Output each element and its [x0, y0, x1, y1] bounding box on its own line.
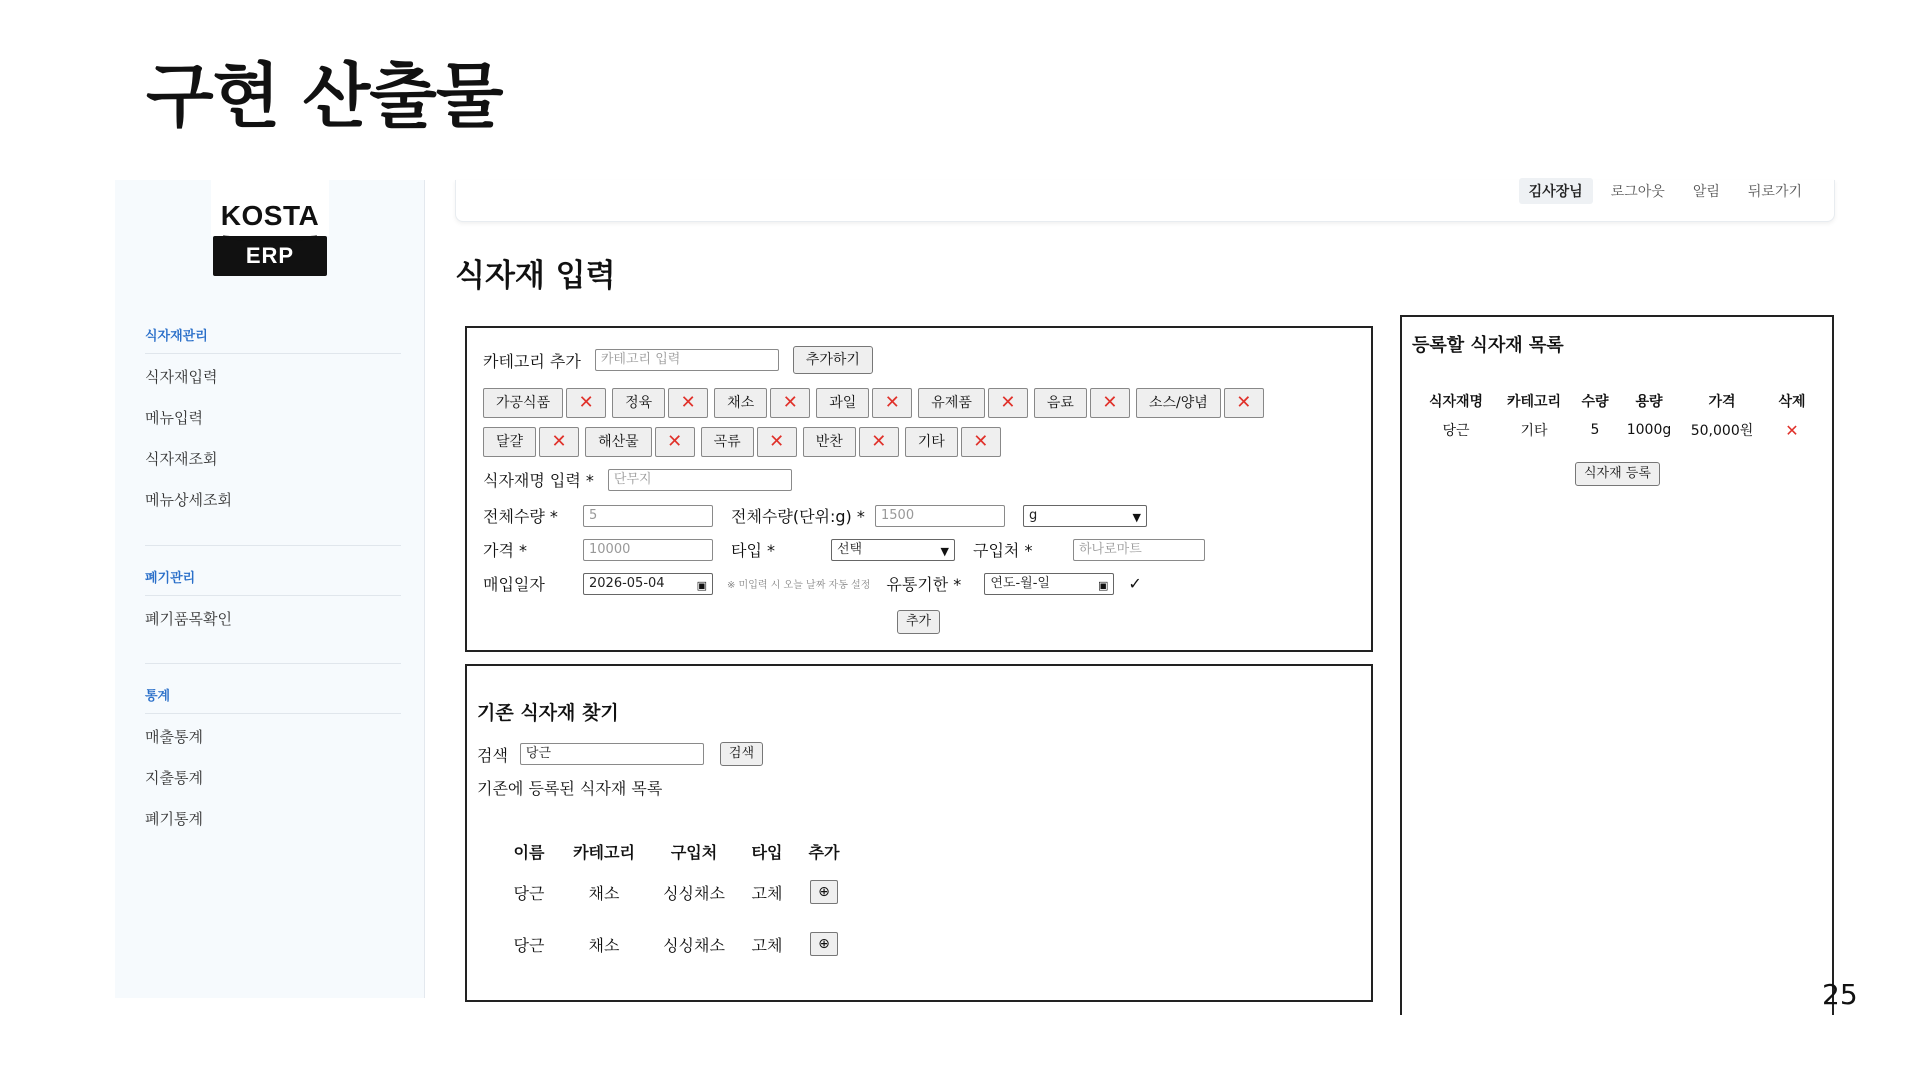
category-chip-label[interactable]: 달걀 [483, 427, 536, 457]
supplier-input[interactable]: 하나로마트 [1073, 539, 1205, 561]
category-chip [701, 427, 797, 457]
cell-category: 기타 [1520, 423, 1548, 439]
sidebar-item-disposal-check[interactable]: 폐기품목확인 [145, 610, 232, 628]
expiry-date-input[interactable] [984, 573, 1114, 595]
add-ingredient-button[interactable]: 추가 [897, 610, 940, 634]
header-nav [1519, 180, 1812, 202]
close-icon[interactable]: ✕ [1224, 388, 1264, 418]
table-row [1416, 415, 1820, 445]
close-icon[interactable]: ✕ [668, 388, 708, 418]
ingredient-name-input[interactable]: 단무지 [608, 469, 792, 491]
existing-list-subtitle: 기존에 등록된 식자재 목록 [477, 779, 663, 798]
cell-name: 당근 [513, 883, 545, 903]
close-icon[interactable]: ✕ [566, 388, 606, 418]
sidebar-item-menu-input[interactable]: 메뉴입력 [145, 409, 203, 427]
purchase-date-input[interactable] [583, 573, 713, 595]
category-chip-label[interactable]: 곡류 [701, 427, 754, 457]
calendar-icon: ▣ [1097, 578, 1109, 592]
sidebar-item-disposal-stats[interactable]: 폐기통계 [145, 810, 203, 828]
total-qty-label: 전체수량 * [483, 507, 558, 526]
page-number: 25 [1822, 978, 1858, 1011]
col-category: 카테고리 [573, 842, 635, 862]
close-icon[interactable]: ✕ [859, 427, 899, 457]
total-qty-unit-input[interactable]: 1500 [875, 505, 1005, 527]
close-icon[interactable]: ✕ [655, 427, 695, 457]
category-chip [803, 427, 899, 457]
col-delete: 삭제 [1778, 394, 1806, 410]
sidebar-section-stats [145, 685, 401, 849]
sidebar-item-ingredient-search[interactable]: 식자재조회 [145, 450, 218, 468]
price-label: 가격 * [483, 541, 527, 560]
sidebar [115, 180, 425, 998]
category-chip [905, 427, 1001, 457]
table-header-row [501, 836, 851, 866]
notification-link[interactable]: 알림 [1692, 184, 1720, 200]
category-chip [585, 427, 695, 457]
purchase-date-value: 2026-05-04 [589, 575, 665, 591]
check-icon: ✓ [1128, 574, 1142, 593]
category-chip-row [483, 388, 1264, 418]
category-add-label: 카테고리 추가 [483, 351, 581, 371]
user-name-badge[interactable]: 김사장님 [1519, 178, 1593, 204]
ingredient-input-panel [465, 326, 1373, 652]
category-chip [483, 427, 579, 457]
col-ingredient-name: 식자재명 [1428, 394, 1484, 410]
col-volume: 용량 [1635, 394, 1663, 410]
page-title: 식자재 입력 [455, 258, 616, 294]
top-header [455, 180, 1835, 222]
category-chip [483, 388, 606, 418]
unit-select-value: g [1029, 507, 1038, 523]
sidebar-item-ingredient-input[interactable]: 식자재입력 [145, 368, 218, 386]
expiry-date-value: 연도-월-일 [990, 575, 1050, 591]
category-chip-label[interactable]: 과일 [816, 388, 869, 418]
cell-qty: 5 [1590, 422, 1600, 438]
back-link[interactable]: 뒤로가기 [1747, 184, 1802, 200]
existing-ingredient-search-panel [465, 664, 1373, 1002]
register-list-title: 등록할 식자재 목록 [1412, 335, 1564, 356]
sidebar-heading: 통계 [145, 685, 401, 714]
category-chip-label[interactable]: 기타 [905, 427, 958, 457]
supplier-label: 구입처 * [973, 541, 1033, 560]
close-icon[interactable]: ✕ [872, 388, 912, 418]
register-ingredient-button[interactable]: 식자재 등록 [1575, 462, 1660, 486]
cell-price: 50,000원 [1690, 423, 1754, 439]
table-row [501, 918, 851, 970]
type-select[interactable] [831, 539, 955, 561]
sidebar-item-expense-stats[interactable]: 지출통계 [145, 769, 203, 787]
total-qty-unit-label: 전체수량(단위:g) * [731, 507, 865, 526]
cell-supplier: 싱싱채소 [663, 883, 725, 903]
close-icon[interactable]: ✕ [988, 388, 1028, 418]
category-chip-label[interactable]: 음료 [1034, 388, 1087, 418]
table-row [501, 866, 851, 918]
cell-type: 고체 [751, 883, 783, 903]
col-add: 추가 [808, 842, 840, 862]
cell-category: 채소 [588, 883, 620, 903]
close-icon[interactable]: ✕ [757, 427, 797, 457]
col-price: 가격 [1708, 394, 1736, 410]
search-input[interactable]: 당근 [520, 743, 704, 765]
category-add-button[interactable]: 추가하기 [793, 346, 873, 374]
sidebar-section-disposal [145, 567, 401, 649]
close-icon[interactable]: ✕ [961, 427, 1001, 457]
category-chip-label[interactable]: 소스/양념 [1136, 388, 1221, 418]
kosta-erp-logo[interactable] [211, 180, 329, 294]
chevron-down-icon: ▼ [940, 544, 949, 558]
category-chip-label[interactable]: 유제품 [918, 388, 985, 418]
logo-text-kosta: KOSTA [220, 200, 320, 231]
chevron-down-icon: ▼ [1132, 510, 1141, 524]
register-list-table [1416, 387, 1820, 445]
calendar-icon: ▣ [696, 578, 707, 592]
category-input[interactable]: 카테고리 입력 [595, 349, 779, 371]
sidebar-divider [145, 663, 401, 664]
col-type: 타입 [751, 842, 783, 862]
purchase-date-label: 매입일자 [483, 575, 545, 594]
purchase-date-hint: ※ 미입력 시 오늘 날짜 자동 설정 [727, 580, 871, 591]
cell-name: 당근 [513, 935, 545, 955]
category-chip-label[interactable]: 정육 [612, 388, 665, 418]
category-chip [816, 388, 912, 418]
cell-category: 채소 [588, 935, 620, 955]
category-chip-label[interactable]: 해산물 [585, 427, 652, 457]
expiry-label: 유통기한 * [886, 575, 962, 594]
close-icon[interactable]: ✕ [539, 427, 579, 457]
total-qty-input[interactable]: 5 [583, 505, 713, 527]
add-circle-icon[interactable]: ⊕ [810, 932, 838, 956]
logo-swoosh-icon [223, 228, 317, 242]
table-header-row [1416, 387, 1820, 415]
unit-select[interactable] [1023, 505, 1147, 527]
category-chip [612, 388, 708, 418]
cell-volume: 1000g [1626, 422, 1672, 438]
logout-link[interactable]: 로그아웃 [1610, 184, 1665, 200]
category-chip [1034, 388, 1130, 418]
sidebar-heading: 폐기관리 [145, 567, 401, 596]
sidebar-section-ingredients [145, 325, 401, 530]
col-qty: 수량 [1581, 394, 1609, 410]
category-chip-row [483, 427, 1001, 457]
existing-ingredient-table [501, 836, 851, 970]
col-category: 카테고리 [1506, 394, 1562, 410]
search-button[interactable]: 검색 [720, 742, 763, 766]
category-chip-label[interactable]: 반찬 [803, 427, 856, 457]
type-label: 타입 * [731, 541, 775, 560]
cell-type: 고체 [751, 935, 783, 955]
close-icon[interactable]: ✕ [1090, 388, 1130, 418]
search-section-title: 기존 식자재 찾기 [477, 702, 619, 724]
sidebar-item-menu-detail[interactable]: 메뉴상세조회 [145, 491, 232, 509]
category-chip [714, 388, 810, 418]
cell-ingredient-name: 당근 [1442, 423, 1470, 439]
sidebar-divider [145, 545, 401, 546]
price-input[interactable]: 10000 [583, 539, 713, 561]
sidebar-heading: 식자재관리 [145, 325, 401, 354]
close-icon[interactable]: ✕ [770, 388, 810, 418]
delete-icon[interactable]: ✕ [1785, 420, 1799, 440]
category-chip-label[interactable]: 가공식품 [483, 388, 563, 418]
category-chip [1136, 388, 1264, 418]
type-select-value: 선택 [837, 541, 863, 557]
logo-text-erp: ERP [213, 236, 327, 276]
category-chip [918, 388, 1028, 418]
sidebar-item-sales-stats[interactable]: 매출통계 [145, 728, 203, 746]
col-supplier: 구입처 [670, 842, 718, 862]
category-chip-label[interactable]: 채소 [714, 388, 767, 418]
cell-supplier: 싱싱채소 [663, 935, 725, 955]
slide-title: 구현 산출물 [146, 55, 503, 137]
search-label: 검색 [477, 745, 508, 765]
ingredient-name-label: 식자재명 입력 * [483, 471, 594, 490]
add-circle-icon[interactable]: ⊕ [810, 880, 838, 904]
register-list-panel [1400, 315, 1834, 1015]
col-name: 이름 [513, 842, 545, 862]
